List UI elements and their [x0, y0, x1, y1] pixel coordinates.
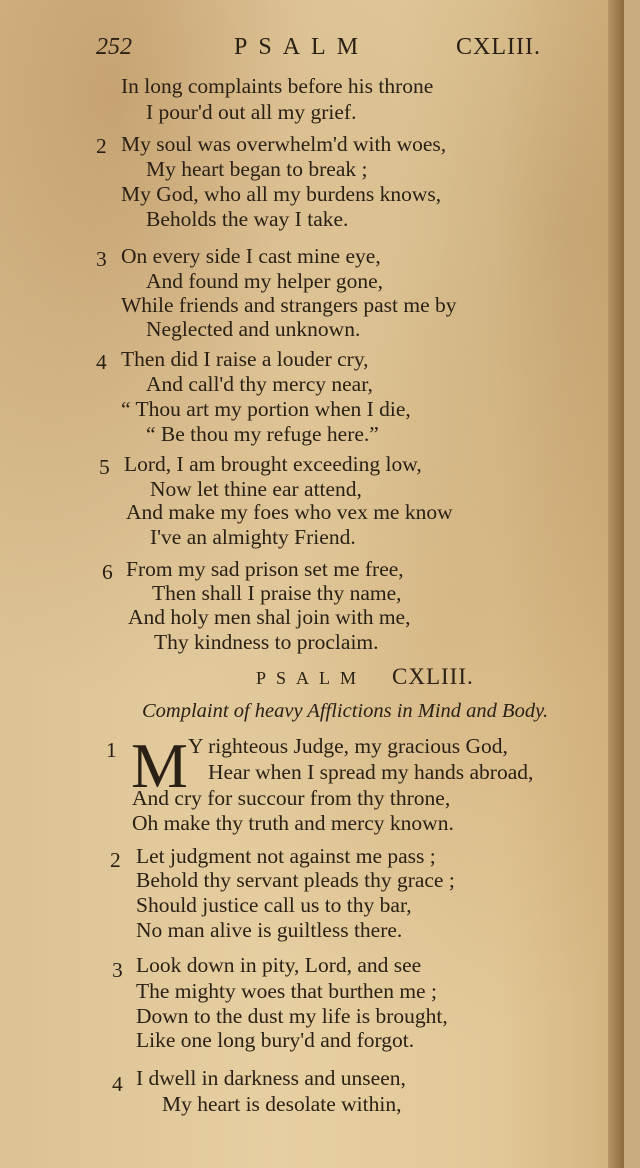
verse-line: “ Thou art my portion when I die, [121, 397, 411, 421]
verse-line: “ Be thou my refuge here.” [146, 422, 379, 446]
verse-line: While friends and strangers past me by [121, 293, 457, 317]
verse-line: I pour'd out all my grief. [146, 100, 357, 124]
verse-line: And found my helper gone, [146, 269, 384, 293]
verse-number: 3 [112, 958, 123, 982]
drop-cap: M [131, 730, 188, 801]
verse-line: Lord, I am brought exceeding low, [124, 452, 422, 476]
verse-line: Should justice call us to thy bar, [136, 893, 412, 917]
verse-number: 5 [99, 455, 110, 479]
verse-line: My soul was overwhelm'd with woes, [121, 132, 447, 156]
running-head: PSALM [234, 34, 370, 60]
verse-number: 2 [110, 848, 121, 872]
verse-line: And call'd thy mercy near, [146, 372, 373, 396]
running-head-numeral: CXLIII. [456, 34, 541, 60]
verse-line: No man alive is guiltless there. [136, 918, 403, 942]
verse-line: I've an almighty Friend. [150, 525, 356, 549]
verse-number: 6 [102, 560, 113, 584]
verse-line: The mighty woes that burthen me ; [136, 979, 437, 1003]
verse-number: 4 [96, 350, 107, 374]
psalm-numeral: CXLIII. [392, 664, 474, 689]
verse-number: 4 [112, 1072, 123, 1096]
verse-line: Oh make thy truth and mercy known. [132, 811, 454, 835]
verse-line: Thy kindness to proclaim. [154, 630, 379, 654]
verse-line: Y righteous Judge, my gracious God, [188, 734, 508, 758]
verse-line: And make my foes who vex me know [126, 500, 453, 524]
verse-line: My God, who all my burdens knows, [121, 182, 442, 206]
verse-line: Neglected and unknown. [146, 317, 361, 341]
verse-line: Hear when I spread my hands abroad, [208, 760, 534, 784]
verse-line: My heart began to break ; [146, 157, 368, 181]
verse-line: Now let thine ear attend, [150, 477, 362, 501]
verse-line: Like one long bury'd and forgot. [136, 1028, 415, 1052]
verse-number: 1 [106, 738, 117, 762]
verse-line: Let judgment not against me pass ; [136, 844, 436, 868]
verse-line: From my sad prison set me free, [126, 557, 404, 581]
verse-line: Look down in pity, Lord, and see [136, 953, 422, 977]
verse-number: 2 [96, 134, 107, 158]
verse-line: Then did I raise a louder cry, [121, 347, 369, 371]
verse-line: My heart is desolate within, [162, 1092, 402, 1116]
verse-line: On every side I cast mine eye, [121, 244, 381, 268]
psalm-subtitle: Complaint of heavy Afflictions in Mind and Body. [142, 700, 549, 722]
verse-line: Beholds the way I take. [146, 207, 349, 231]
verse-line: Down to the dust my life is brought, [136, 1004, 448, 1028]
verse-line: And cry for succour from thy throne, [132, 786, 451, 810]
page-header [0, 30, 624, 70]
verse-line: Behold thy servant pleads thy grace ; [136, 868, 455, 892]
verse-line: Then shall I praise thy name, [152, 581, 402, 605]
verse-line: In long complaints before his throne [121, 74, 434, 98]
verse-number: 3 [96, 247, 107, 271]
page-edge-shadow [608, 0, 624, 1168]
verse-line: And holy men shal join with me, [128, 605, 411, 629]
verse-line: I dwell in darkness and unseen, [136, 1066, 406, 1090]
page-number: 252 [96, 34, 132, 60]
psalm-title: PSALM [256, 668, 367, 688]
